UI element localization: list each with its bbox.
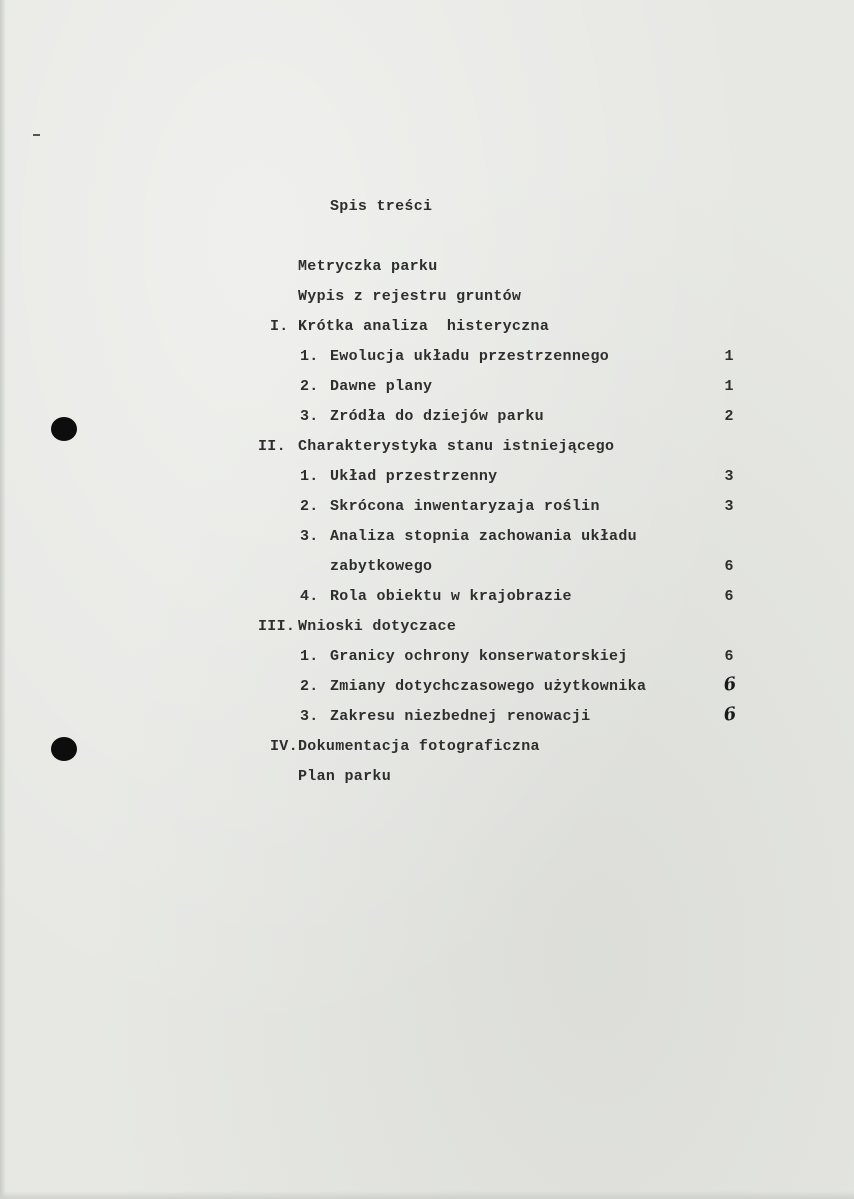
toc-page-number: 6 <box>724 588 734 605</box>
toc-item-label: Rola obiektu w krajobrazie <box>330 588 572 605</box>
toc-section-number: II. <box>258 438 286 455</box>
toc-page-number: 1 <box>724 378 734 395</box>
punch-hole-bottom <box>51 737 77 761</box>
toc-item-label: Dawne plany <box>330 378 433 395</box>
toc-item-number: 2. <box>300 678 319 695</box>
toc-entry-label: Metryczka parku <box>298 258 438 275</box>
toc-item-number: 3. <box>300 528 319 545</box>
toc-entry-label: Plan parku <box>298 768 392 785</box>
toc-item-number: 1. <box>300 648 319 665</box>
toc-item-number: 4. <box>300 588 319 605</box>
toc-section-label: Wnioski dotyczace <box>298 618 457 635</box>
toc-item-label: Ewolucja układu przestrzennego <box>330 348 610 365</box>
toc-section-number: I. <box>270 318 289 335</box>
toc-page-number-handwritten: 6 <box>722 703 738 726</box>
toc-section-label: Krótka analiza histeryczna <box>298 318 550 335</box>
page-left-shadow <box>0 0 6 1199</box>
toc-page-number: 3 <box>724 498 734 515</box>
toc-page-number-handwritten: 6 <box>722 673 738 696</box>
toc-section-label: Dokumentacja fotograficzna <box>298 738 540 755</box>
toc-item-number: 1. <box>300 468 319 485</box>
toc-item-label: Układ przestrzenny <box>330 468 498 485</box>
toc-item-number: 1. <box>300 348 319 365</box>
toc-section-number: IV. <box>270 738 298 755</box>
toc-item-label: Zmiany dotychczasowego użytkownika <box>330 678 647 695</box>
toc-page-number: 6 <box>724 648 734 665</box>
toc-page-number: 3 <box>724 468 734 485</box>
toc-section-label: Charakterystyka stanu istniejącego <box>298 438 615 455</box>
toc-section-number: III. <box>258 618 296 635</box>
punch-hole-top <box>51 417 77 441</box>
page-bottom-shadow <box>0 1191 854 1199</box>
toc-item-label: Skrócona inwentaryzaja roślin <box>330 498 600 515</box>
toc-item-label: Zródła do dziejów parku <box>330 408 544 425</box>
toc-entry-label: Wypis z rejestru gruntów <box>298 288 522 305</box>
toc-item-number: 3. <box>300 408 319 425</box>
toc-page-number: 1 <box>724 348 734 365</box>
toc-item-number: 3. <box>300 708 319 725</box>
document-title: Spis treści <box>330 198 433 215</box>
toc-page-number: 2 <box>724 408 734 425</box>
toc-item-label: Analiza stopnia zachowania układu <box>330 528 637 545</box>
toc-item-number: 2. <box>300 378 319 395</box>
toc-item-label: Granicy ochrony konserwatorskiej <box>330 648 628 665</box>
toc-page-number: 6 <box>724 558 734 575</box>
toc-item-label-continuation: zabytkowego <box>330 558 433 575</box>
margin-mark <box>33 134 40 136</box>
toc-item-label: Zakresu niezbednej renowacji <box>330 708 591 725</box>
toc-item-number: 2. <box>300 498 319 515</box>
